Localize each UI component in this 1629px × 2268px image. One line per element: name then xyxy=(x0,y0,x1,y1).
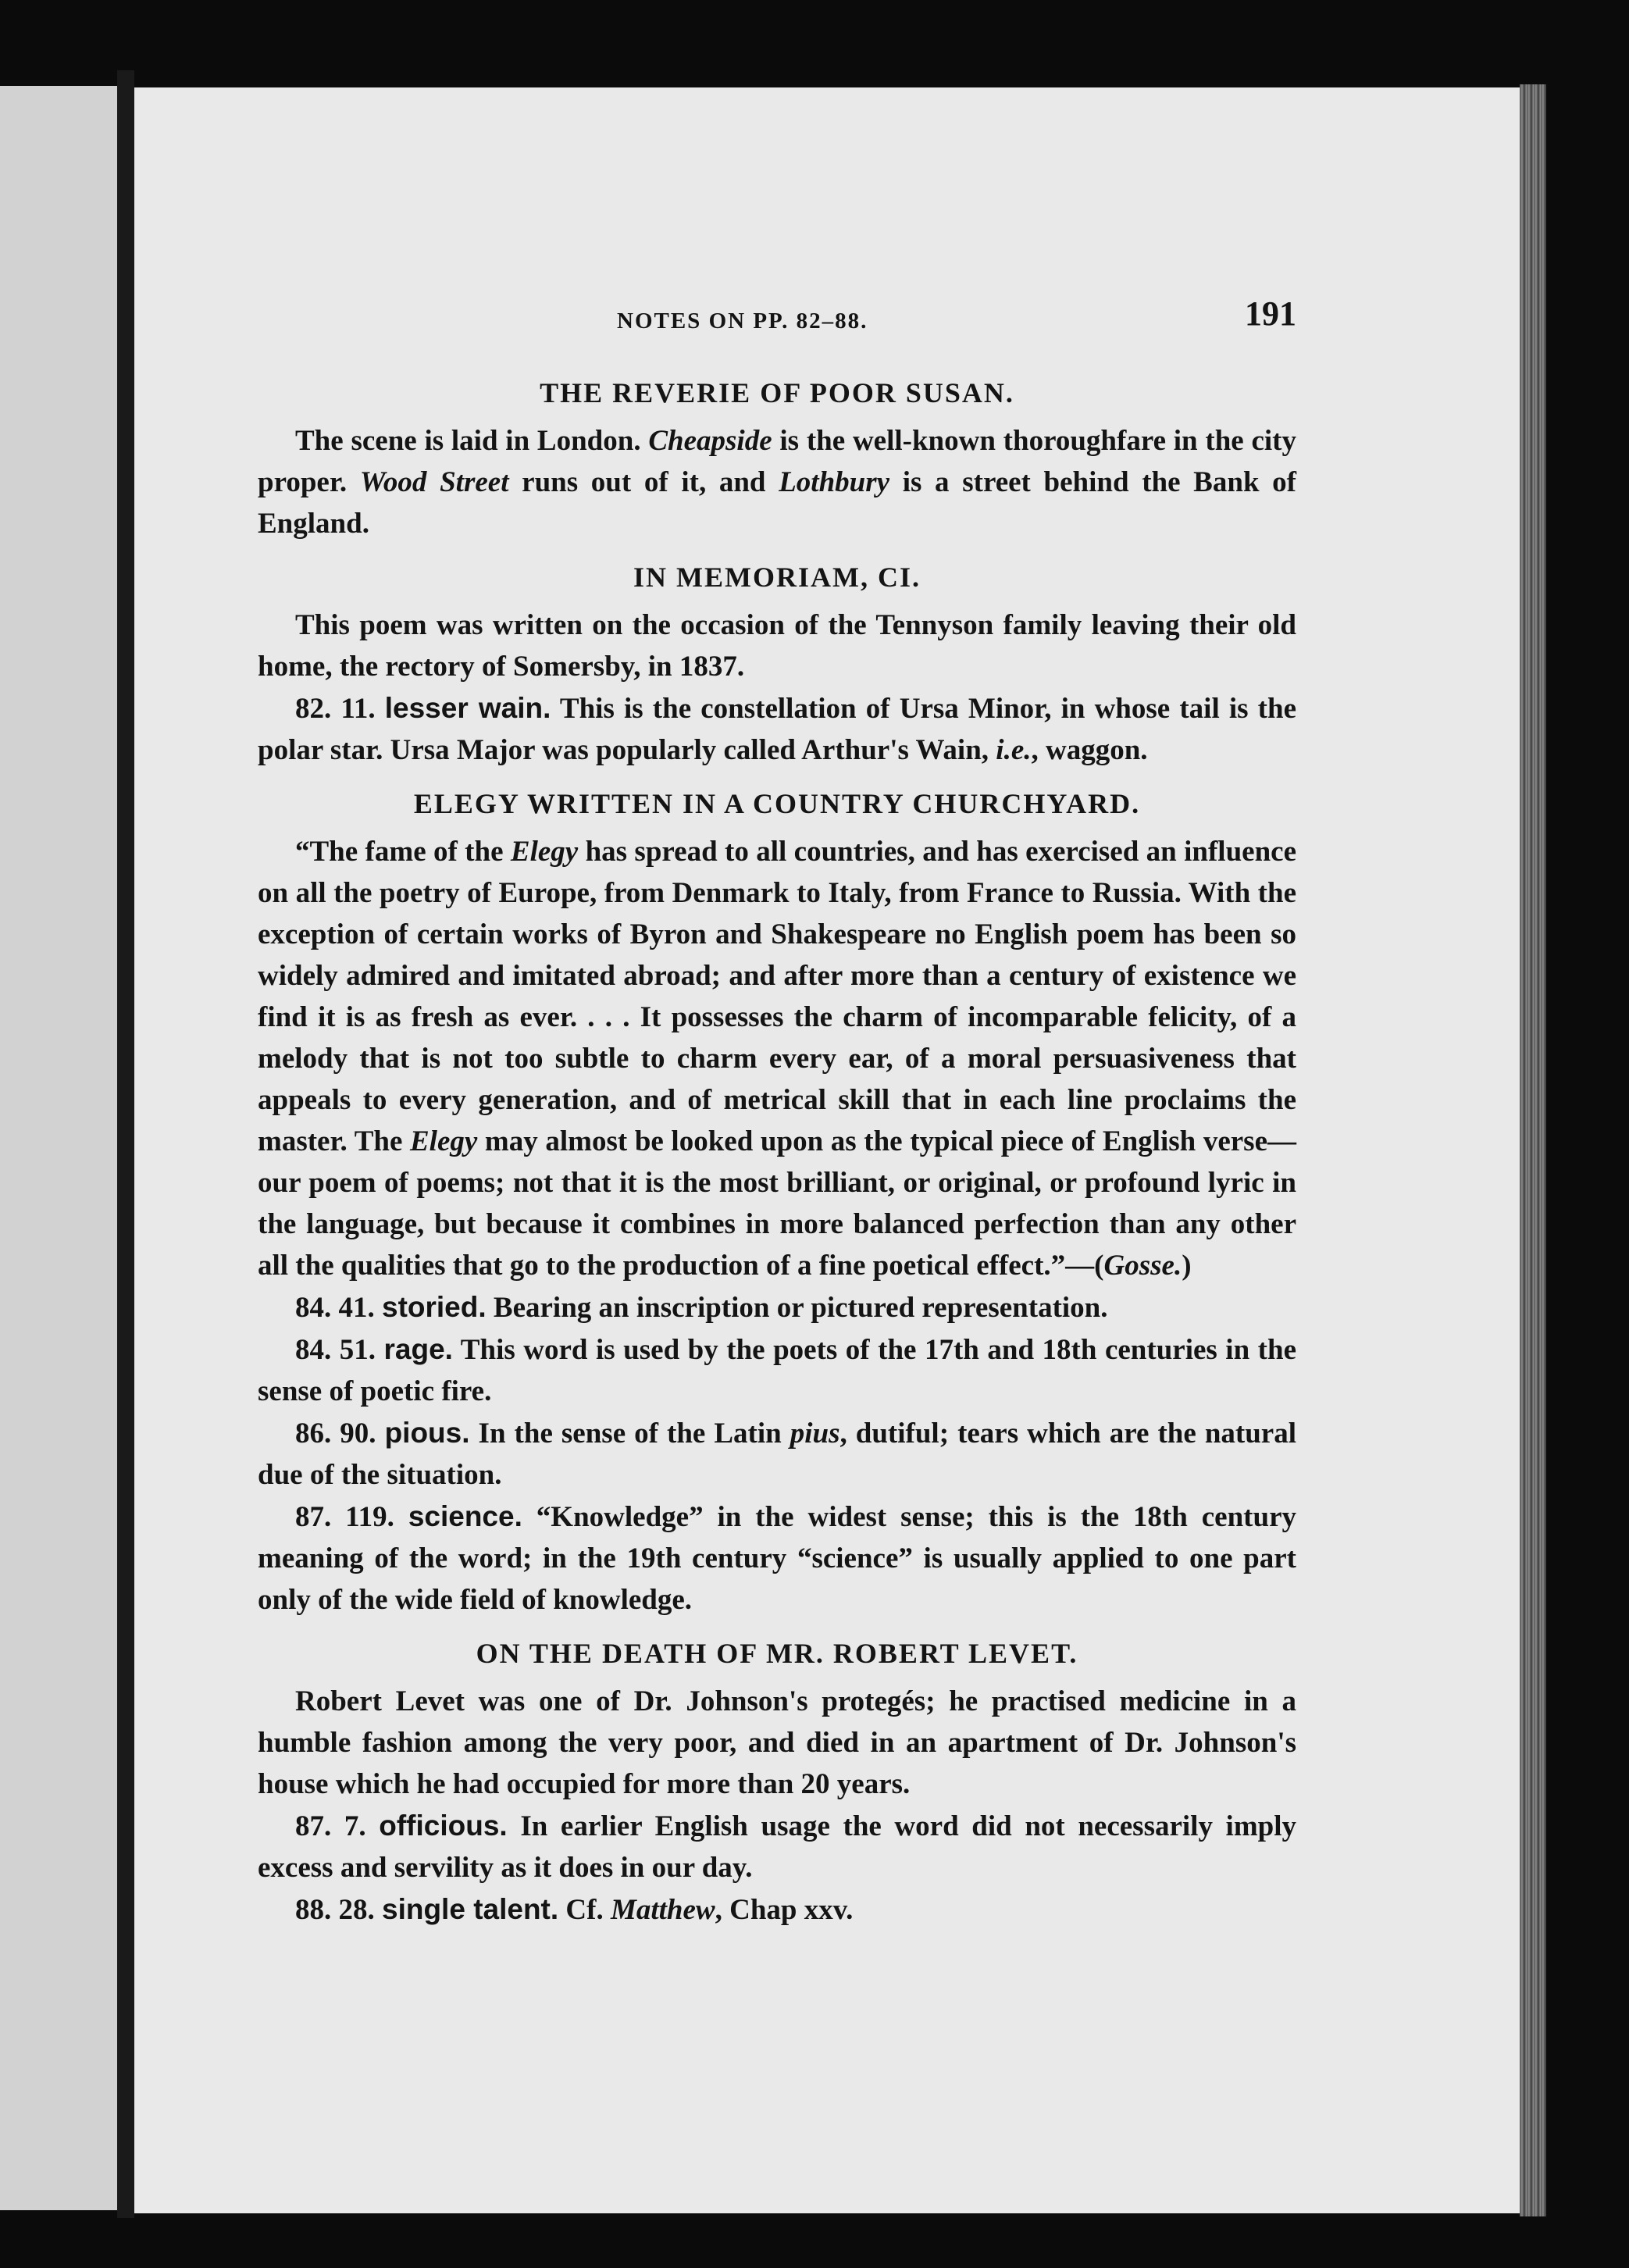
note-lemma: officious. xyxy=(379,1810,508,1842)
book-gutter xyxy=(117,70,134,2218)
running-head-title: NOTES ON PP. 82–88. xyxy=(617,308,868,333)
note-entry xyxy=(258,1412,1296,1496)
italic-run: pius xyxy=(790,1418,840,1450)
note-lemma: single talent. xyxy=(382,1893,559,1925)
note-lemma: pious. xyxy=(384,1417,470,1449)
italic-run: i.e. xyxy=(996,734,1032,766)
text-run: ) xyxy=(1182,1250,1192,1282)
text-run: , Chap xxv. xyxy=(715,1894,854,1926)
running-head xyxy=(258,293,1296,368)
italic-run: Elegy xyxy=(510,836,579,868)
text-run: , dutiful; tears which are the natural due of the situation. xyxy=(258,1418,1296,1491)
note-lemma: lesser wain. xyxy=(384,692,551,724)
text-run: “The fame of the xyxy=(295,836,511,868)
italic-run: Wood Street xyxy=(359,466,509,498)
note-ref: 84. 41. xyxy=(295,1292,375,1324)
note-ref: 87. 119. xyxy=(295,1501,394,1533)
italic-run: Elegy xyxy=(410,1125,478,1157)
section-heading: ON THE DEATH OF MR. ROBERT LEVET. xyxy=(476,1638,1078,1669)
page-stack-edge xyxy=(1520,84,1546,2216)
note-entry xyxy=(258,1805,1296,1888)
section-heading: THE REVERIE OF POOR SUSAN. xyxy=(540,377,1014,408)
note-entry xyxy=(258,1496,1296,1621)
note-entry xyxy=(258,1888,1296,1931)
text-run: “Knowledge” in the widest sense; this is the 18th century meaning of the word; in the 19th century “science” is usually applied to one part only of the wide field of knowledge. xyxy=(258,1501,1296,1616)
italic-run: Cheapside xyxy=(648,425,772,457)
text-run: is the well-known thoroughfare in the city proper. xyxy=(258,425,1296,498)
section-heading: IN MEMORIAM, CI. xyxy=(633,562,921,593)
facing-page-edge xyxy=(0,86,117,2210)
section-intro xyxy=(258,420,1296,544)
italic-run: Lothbury xyxy=(779,466,890,498)
italic-run: Matthew xyxy=(610,1894,715,1926)
text-run: Bearing an inscription or pictured representation. xyxy=(486,1292,1108,1324)
text-run: , waggon. xyxy=(1031,734,1148,766)
text-run: runs out of it, and xyxy=(508,466,779,498)
page-number: 191 xyxy=(1245,294,1296,333)
note-ref: 84. 51. xyxy=(295,1334,376,1366)
note-entry xyxy=(258,1328,1296,1412)
italic-run: Gosse. xyxy=(1103,1250,1182,1282)
note-entry xyxy=(258,1286,1296,1328)
text-run: has spread to all countries, and has exercised an influence on all the poetry of Europe, from Denmark to Italy, from France to Russia. With the exception of certain works of Byron and Shakespeare no English poem has been so widely admired and imitated abroad; and after more than a century of existence we find it is as fresh as ever. . . . It possesses the charm of incomparable felicity, of a melody that is not too subtle to charm every ear, of a moral persuasiveness that appeals to every generation, and of metrical skill that in each line proclaims the master. The xyxy=(258,836,1296,1157)
section-intro: This poem was written on the occasion of the Tennyson family leaving their old home, the rectory of Somersby, in 1837. xyxy=(258,609,1296,683)
quotation xyxy=(258,831,1296,1286)
text-run: This word is used by the poets of the 17th and 18th centuries in the sense of poetic fire. xyxy=(258,1334,1297,1407)
note-ref: 86. 90. xyxy=(295,1418,376,1450)
text-run: The scene is laid in London. xyxy=(295,425,649,457)
text-run: may almost be looked upon as the typical piece of English verse—our poem of poems; not that it is the most brilliant, or original, or profound lyric in the language, but because it combines in more balanced perfection than any other all the qualities that go to the production of a fine poetical effect.”—( xyxy=(258,1125,1296,1282)
text-run: In earlier English usage the word did not necessarily imply excess and servility as it does in our day. xyxy=(258,1810,1297,1884)
note-lemma: rage. xyxy=(383,1333,453,1365)
note-ref: 82. 11. xyxy=(295,693,376,725)
text-run: Cf. xyxy=(558,1894,611,1926)
text-run: This is the constellation of Ursa Minor, in whose tail is the polar star. Ursa Major was popularly called Arthur's Wain, xyxy=(258,693,1296,766)
note-ref: 88. 28. xyxy=(295,1894,375,1926)
note-lemma: science. xyxy=(408,1500,522,1532)
section-intro: Robert Levet was one of Dr. Johnson's protegés; he practised medicine in a humble fashion among the very poor, and died in an apartment of Dr. Johnson's house which he had occupied for more than 20 years. xyxy=(258,1685,1296,1800)
page-text xyxy=(258,293,1296,1931)
text-run: In the sense of the Latin xyxy=(469,1418,790,1450)
note-entry xyxy=(258,687,1296,771)
section-heading: ELEGY WRITTEN IN A COUNTRY CHURCHYARD. xyxy=(413,788,1141,819)
note-lemma: storied. xyxy=(382,1291,487,1323)
note-ref: 87. 7. xyxy=(295,1810,366,1842)
text-run: is a street behind the Bank of England. xyxy=(258,466,1297,540)
